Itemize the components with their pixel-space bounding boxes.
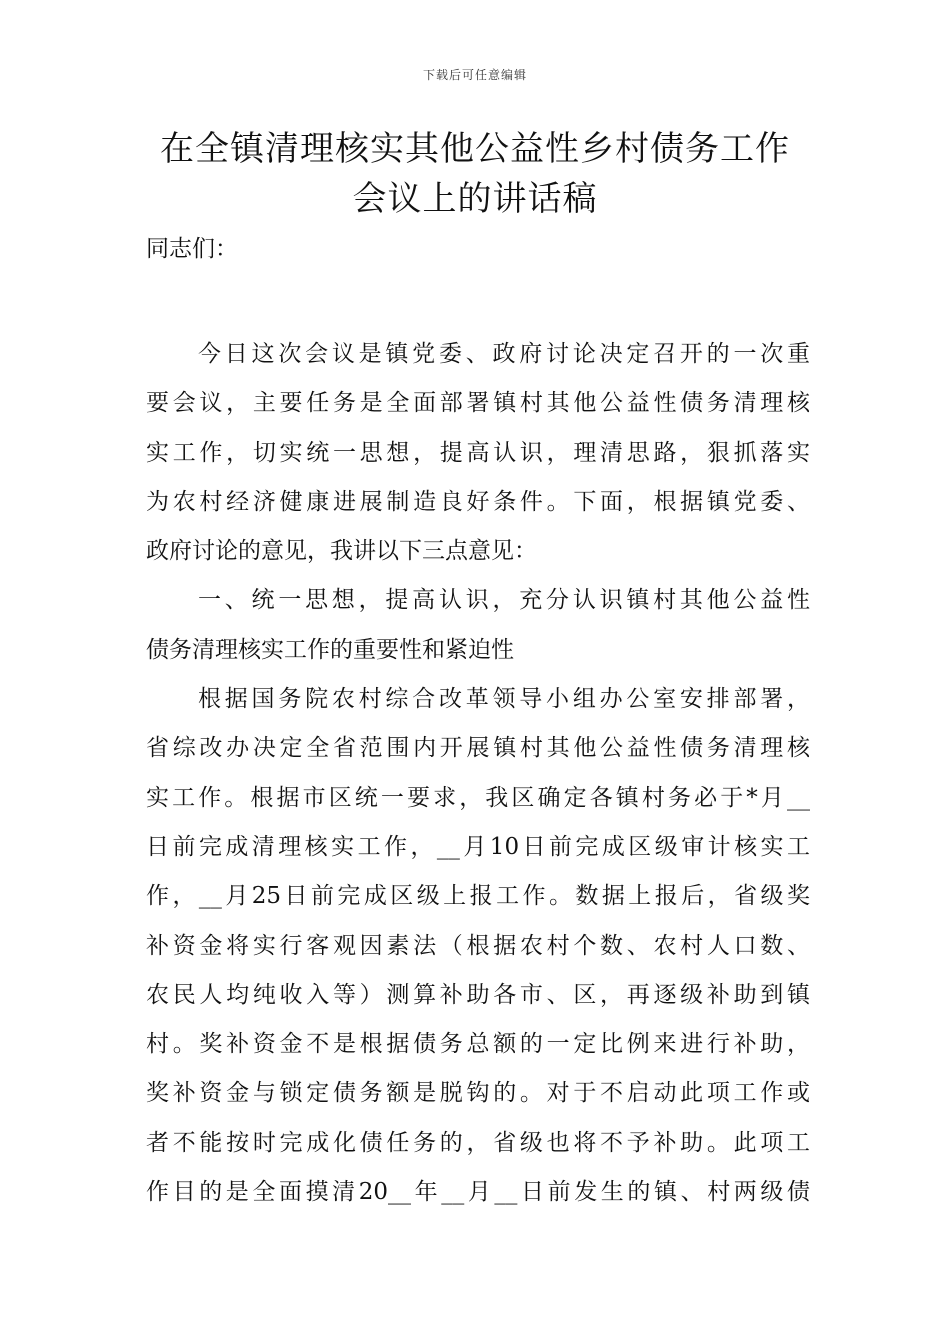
body-line: 根据国务院农村综合改革领导小组办公室安排部署，: [198, 686, 810, 713]
body-line: 实工作，切实统一思想，提高认识，理清思路，狠抓落实: [146, 439, 810, 466]
body-line: 作目的是全面摸清20__年__月__日前发生的镇、村两级债: [146, 1179, 810, 1206]
body-line: 政府讨论的意见，我讲以下三点意见：: [146, 538, 537, 565]
body-line: 补资金将实行客观因素法（根据农村个数、农村人口数、: [146, 932, 810, 959]
body-line: 村。奖补资金不是根据债务总额的一定比例来进行补助，: [146, 1031, 810, 1058]
greeting: 同志们：: [146, 236, 238, 262]
body-line: 今日这次会议是镇党委、政府讨论决定召开的一次重: [198, 341, 810, 367]
header-note: 下载后可任意编辑: [422, 68, 527, 82]
body-line: 者不能按时完成化债任务的，省级也将不予补助。此项工: [146, 1129, 810, 1156]
title-line-2: 会议上的讲话稿: [352, 179, 598, 219]
body-line: 农民人均纯收入等）测算补助各市、区，再逐级补助到镇: [146, 981, 810, 1008]
section-heading-line: 一、统一思想，提高认识，充分认识镇村其他公益性: [198, 587, 810, 614]
section-heading-line: 债务清理核实工作的重要性和紧迫性: [146, 636, 514, 663]
body-line: 作，__月25日前完成区级上报工作。数据上报后，省级奖: [146, 883, 810, 910]
page-title: [100, 124, 850, 224]
body-line: 为农村经济健康进展制造良好条件。下面，根据镇党委、: [146, 488, 810, 515]
body-line: 实工作。根据市区统一要求，我区确定各镇村务必于*月__: [146, 784, 810, 811]
body-line: 日前完成清理核实工作，__月10日前完成区级审计核实工: [146, 833, 810, 860]
body-line: 要会议，主要任务是全面部署镇村其他公益性债务清理核: [146, 390, 810, 417]
body-line: 奖补资金与锁定债务额是脱钩的。对于不启动此项工作或: [146, 1080, 810, 1107]
body-line: 省综改办决定全省范围内开展镇村其他公益性债务清理核: [146, 735, 810, 762]
body-text: [146, 330, 810, 1217]
title-line-1: 在全镇清理核实其他公益性乡村债务工作: [160, 129, 790, 169]
